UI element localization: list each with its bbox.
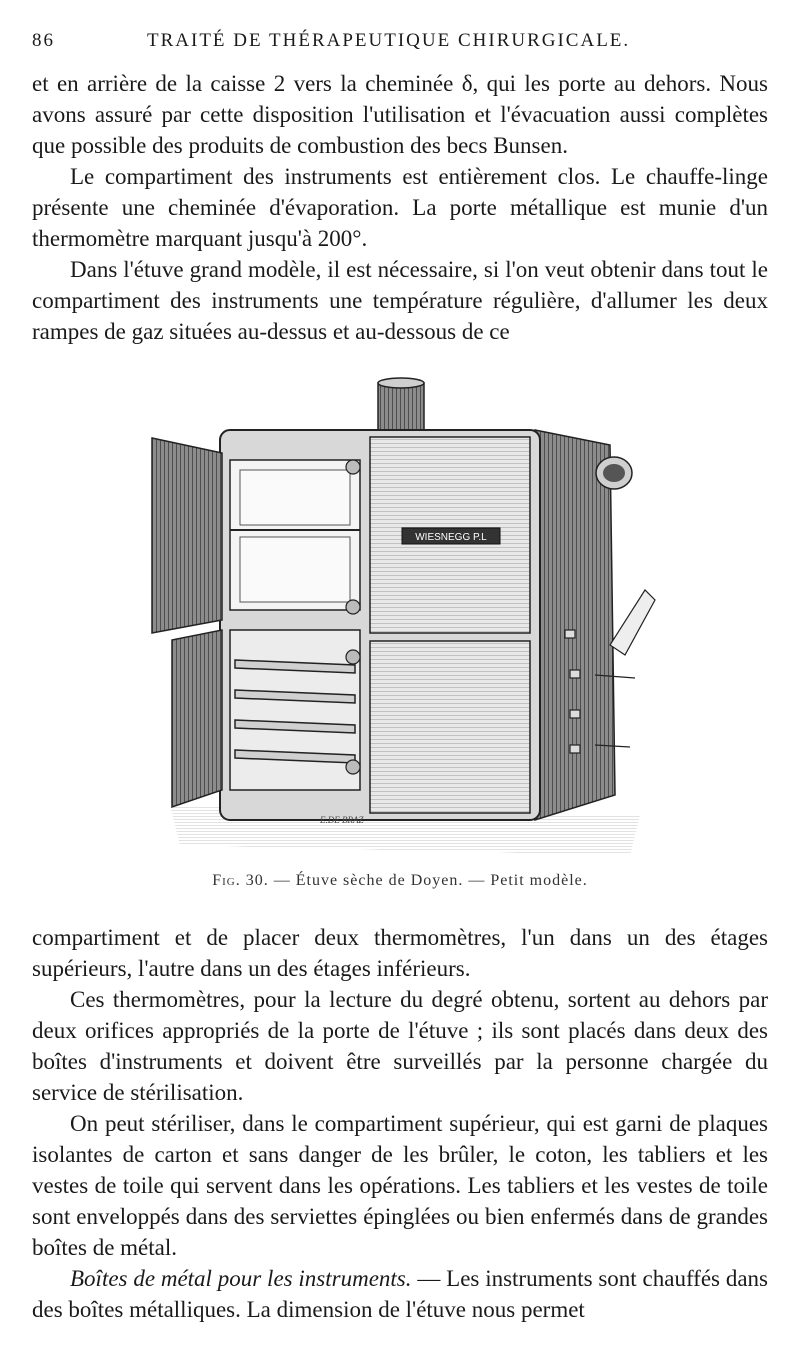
running-head	[32, 30, 772, 56]
italic-heading: Boîtes de métal pour les instruments.	[70, 1266, 412, 1291]
open-lower-door	[172, 630, 222, 807]
lower-door	[370, 641, 530, 813]
caption-label: Fig. 30.	[212, 872, 269, 889]
lower-compartment	[230, 630, 360, 790]
paragraph-boites-text: — Les instruments sont chauffés dans des boîtes métalliques. La dimension de l'étuve nous permet	[32, 1266, 768, 1322]
page-number: 86	[32, 30, 55, 51]
bottom-text	[32, 922, 768, 1325]
paragraph-compartiment: compartiment et de placer deux thermomètres, l'un dans un des étages supérieurs, l'autre dans un des étages inférieurs.	[32, 925, 768, 981]
sterilizer-illustration	[140, 375, 660, 865]
paragraph-instruments: Le compartiment des instruments est entièrement clos. Le chauffe-linge présente une cheminée d'évaporation. La porte métallique est munie d'un thermomètre marquant jusqu'à 200°.	[32, 164, 768, 251]
paragraph-continuation: et en arrière de la caisse 2 vers la cheminée δ, qui les porte au dehors. Nous avons assuré par cette disposition l'utilisation et l'évacuation aussi complètes que possible des produits de combustion des becs Bunsen.	[32, 71, 768, 158]
chimney	[378, 383, 424, 431]
top-text	[32, 68, 768, 347]
engraver-signature: E.DE BRAZ	[320, 815, 364, 825]
paragraph-boites	[32, 1263, 768, 1325]
figure-caption	[0, 872, 800, 890]
open-upper-door	[152, 438, 222, 633]
paragraph-steriliser: On peut stériliser, dans le compartiment supérieur, qui est garni de plaques isolantes de carton et sans danger de les brûler, le coton, les tabliers et les vestes de toile qui servent dans les opérations. Les tabliers et les vestes de toile sont enveloppés dans des serviettes épinglées ou bien enfermés dans de grandes boîtes de métal.	[32, 1111, 768, 1260]
nameplate: WIESNEGG P.L	[415, 532, 487, 543]
caption-text: — Étuve sèche de Doyen. — Petit modèle.	[273, 872, 588, 889]
paragraph-thermometres: Ces thermomètres, pour la lecture du degré obtenu, sortent au dehors par deux orifices appropriés de la porte de l'étuve ; ils sont placés dans deux des boîtes d'instruments et doivent être surveillés par la personne chargée du service de stérilisation.	[32, 987, 768, 1105]
cabinet-side	[535, 430, 615, 820]
running-title: TRAITÉ DE THÉRAPEUTIQUE CHIRURGICALE.	[147, 30, 631, 51]
paragraph-grand-modele: Dans l'étuve grand modèle, il est nécessaire, si l'on veut obtenir dans tout le compartiment des instruments une température régulière, d'allumer les deux rampes de gaz situées au-dessus et au-dessous de ce	[32, 257, 768, 344]
sterilizer-figure	[140, 375, 660, 865]
